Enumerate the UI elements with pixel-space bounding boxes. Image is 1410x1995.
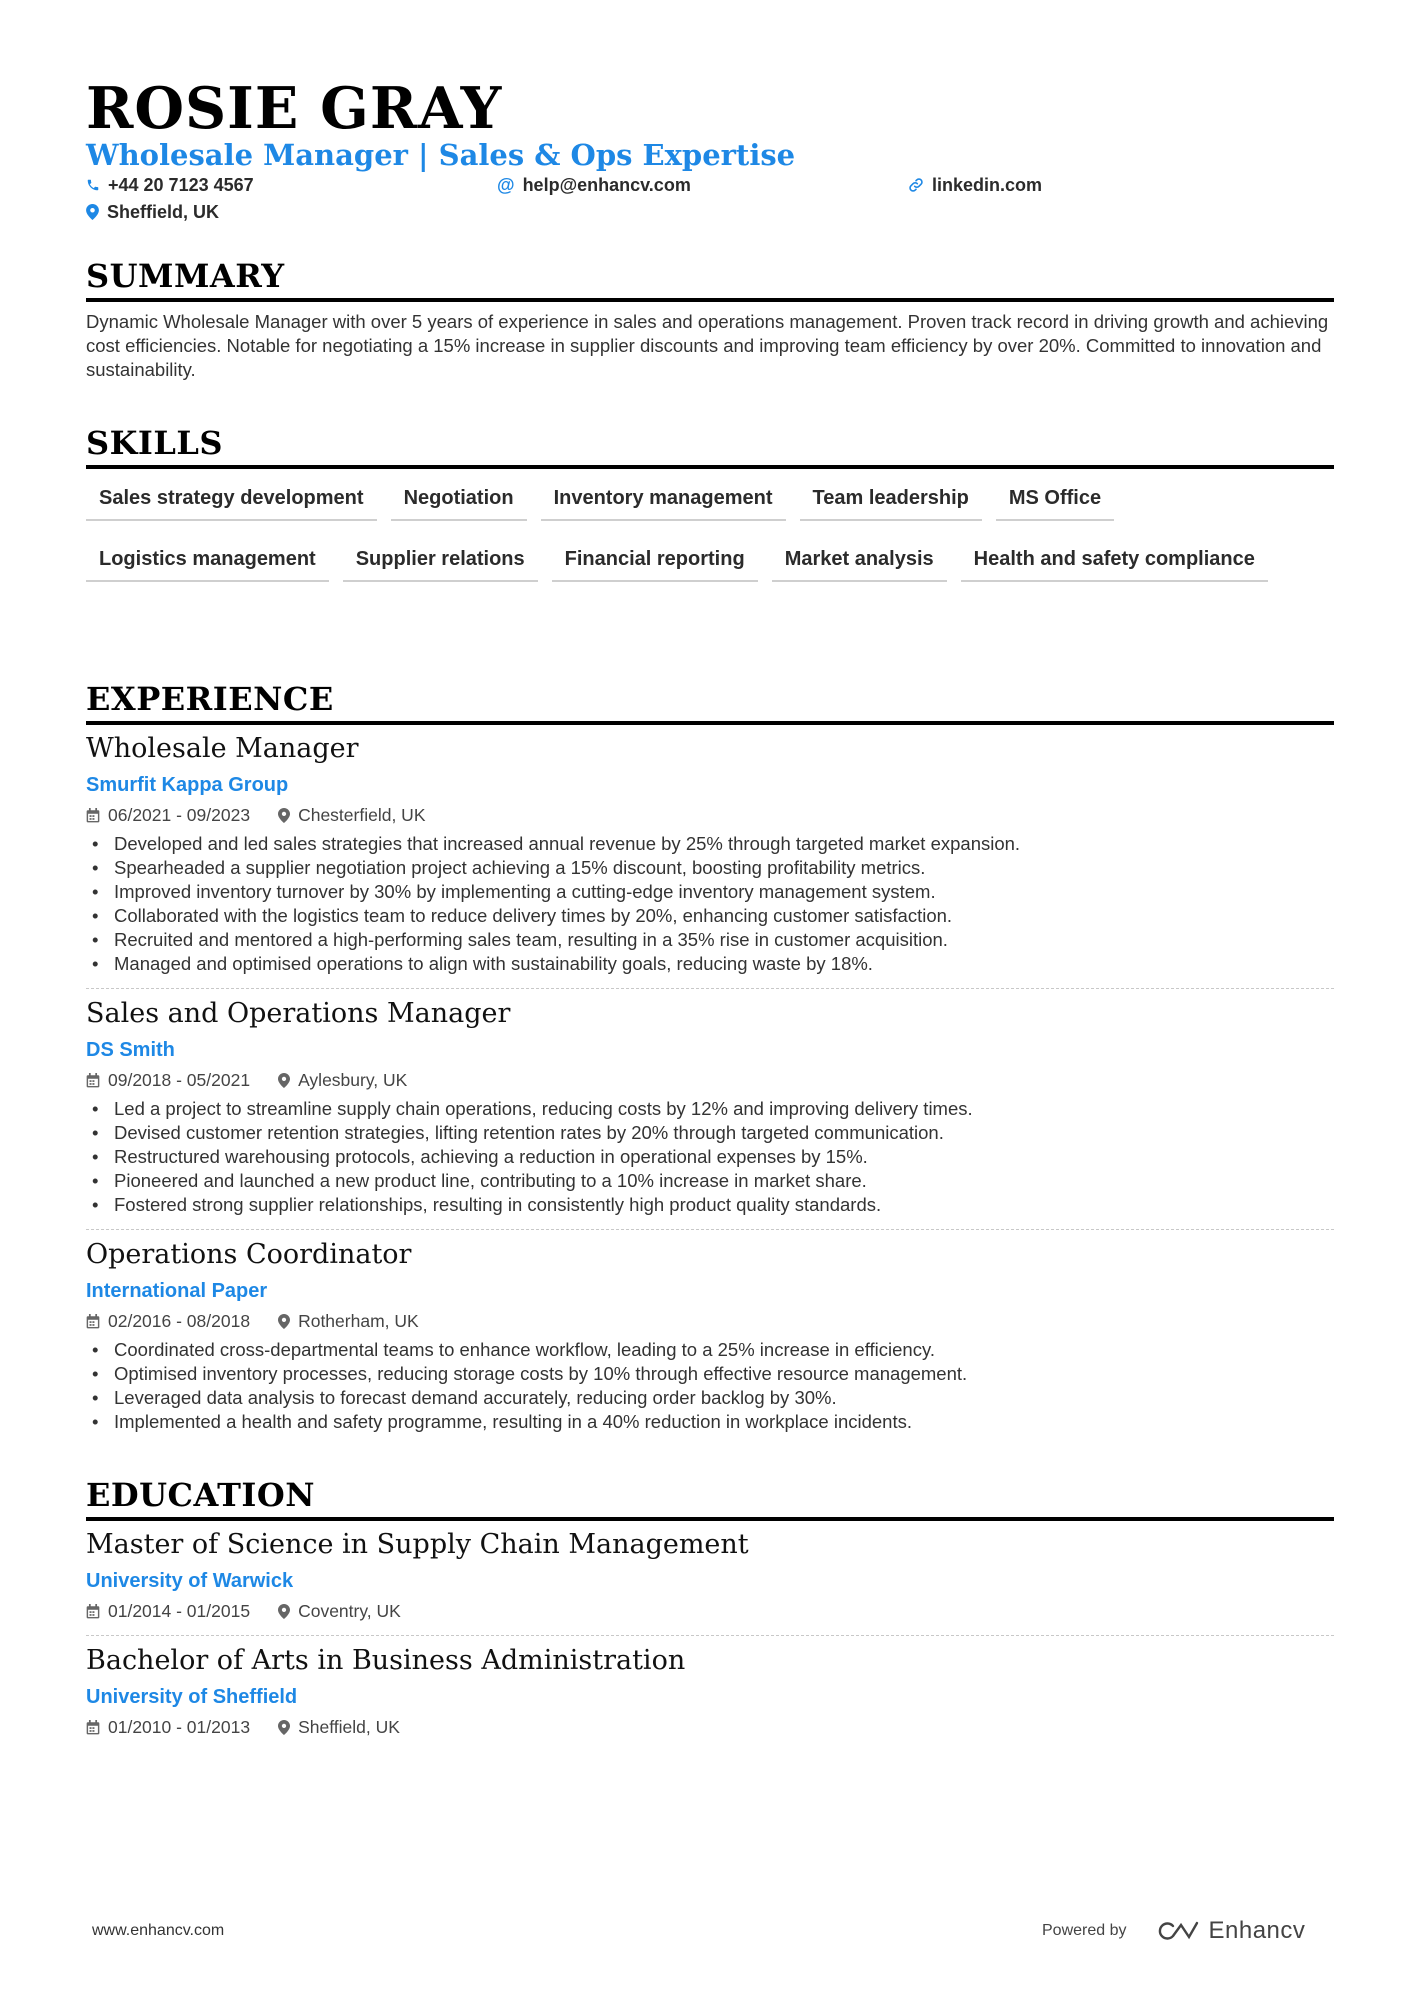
skill-tag: Sales strategy development — [86, 480, 377, 521]
bullet-item: • Collaborated with the logistics team to reduce delivery times by 20%, enhancing customer satisfaction. — [86, 904, 1334, 928]
education-location: Sheffield, UK — [298, 1717, 400, 1737]
education-meta — [86, 1716, 1334, 1738]
entry-divider — [86, 1635, 1334, 1636]
calendar-icon — [86, 808, 100, 823]
bullet-item: • Coordinated cross-departmental teams to enhance workflow, leading to a 25% increase in efficiency. — [86, 1338, 1334, 1362]
company-name[interactable]: Smurfit Kappa Group — [86, 774, 289, 796]
job-meta — [86, 1310, 1334, 1332]
bullet-item: • Optimised inventory processes, reducing storage costs by 10% through effective resource management. — [86, 1362, 1334, 1386]
skills-heading: SKILLS — [86, 423, 1334, 469]
job-meta — [86, 804, 1334, 826]
school-name[interactable]: University of Warwick — [86, 1570, 294, 1592]
footer-website[interactable]: www.enhancv.com — [92, 1922, 225, 1939]
phone-text: +44 20 7123 4567 — [108, 175, 254, 195]
link-icon — [908, 177, 924, 193]
bullet-item: • Pioneered and launched a new product line, contributing to a 10% increase in market share. — [86, 1169, 1334, 1193]
skill-tag: Market analysis — [772, 541, 947, 582]
job-title: Wholesale Manager — [86, 733, 359, 764]
location-pin-icon — [278, 1604, 290, 1619]
job-bullets — [86, 832, 1334, 976]
bullet-item: • Implemented a health and safety programme, resulting in a 40% reduction in workplace incidents. — [86, 1410, 1334, 1434]
contact-phone[interactable] — [86, 174, 254, 196]
job-title: Operations Coordinator — [86, 1239, 412, 1270]
job-location: Chesterfield, UK — [298, 805, 426, 825]
summary-heading: SUMMARY — [86, 256, 1334, 302]
job-bullets — [86, 1097, 1334, 1217]
job-title: Sales and Operations Manager — [86, 998, 511, 1029]
calendar-icon — [86, 1073, 100, 1088]
contact-email[interactable] — [497, 174, 691, 196]
brand-text: Enhancv — [1208, 1917, 1306, 1944]
calendar-icon — [86, 1604, 100, 1619]
powered-by — [1042, 1917, 1305, 1945]
skill-tag: Inventory management — [541, 480, 786, 521]
job-dates: 02/2016 - 08/2018 — [108, 1311, 251, 1331]
powered-by-label: Powered by — [1042, 1922, 1127, 1939]
job-entry — [86, 732, 1334, 976]
enhancv-logo[interactable] — [1153, 1917, 1306, 1945]
education-dates: 01/2014 - 01/2015 — [108, 1601, 251, 1621]
contact-linkedin[interactable] — [908, 174, 1042, 196]
skill-tag: Supplier relations — [343, 541, 538, 582]
bullet-item: • Restructured warehousing protocols, achieving a reduction in operational expenses by 15%. — [86, 1145, 1334, 1169]
degree-title: Master of Science in Supply Chain Management — [86, 1529, 749, 1560]
job-bullets — [86, 1338, 1334, 1434]
enhancv-logo-icon — [1153, 1919, 1199, 1943]
bullet-item: • Managed and optimised operations to align with sustainability goals, reducing waste by 18%. — [86, 952, 1334, 976]
contact-location — [86, 201, 219, 223]
calendar-icon — [86, 1720, 100, 1735]
education-dates: 01/2010 - 01/2013 — [108, 1717, 251, 1737]
skill-tag: Logistics management — [86, 541, 329, 582]
bullet-item: • Developed and led sales strategies that increased annual revenue by 25% through targeted market expansion. — [86, 832, 1334, 856]
bullet-item: • Led a project to streamline supply chain operations, reducing costs by 12% and improving delivery times. — [86, 1097, 1334, 1121]
skill-tag: Health and safety compliance — [961, 541, 1268, 582]
skill-tag: Financial reporting — [552, 541, 758, 582]
bullet-item: • Spearheaded a supplier negotiation project achieving a 15% discount, boosting profitability metrics. — [86, 856, 1334, 880]
calendar-icon — [86, 1314, 100, 1329]
job-meta — [86, 1069, 1334, 1091]
school-name[interactable]: University of Sheffield — [86, 1686, 298, 1708]
bullet-item: • Improved inventory turnover by 30% by implementing a cutting-edge inventory management system. — [86, 880, 1334, 904]
job-dates: 06/2021 - 09/2023 — [108, 805, 251, 825]
entry-divider — [86, 1229, 1334, 1230]
education-location: Coventry, UK — [298, 1601, 401, 1621]
education-entry — [86, 1644, 1334, 1738]
location-pin-icon — [278, 1720, 290, 1735]
company-name[interactable]: DS Smith — [86, 1039, 175, 1061]
summary-text: Dynamic Wholesale Manager with over 5 years of experience in sales and operations management. Proven track record in driving growth and achieving cost efficiencies. Notable for negotiating a 15% increase in supplier discounts and improving team efficiency by over 20%. Committed to innovation and sustainability. — [86, 311, 1329, 380]
skills-list — [86, 480, 1334, 582]
bullet-item: • Fostered strong supplier relationships, resulting in consistently high product quality standards. — [86, 1193, 1334, 1217]
location-text: Sheffield, UK — [107, 202, 220, 222]
education-entry — [86, 1528, 1334, 1622]
education-meta — [86, 1600, 1334, 1622]
entry-divider — [86, 988, 1334, 989]
location-pin-icon — [278, 808, 290, 823]
location-pin-icon — [278, 1073, 290, 1088]
location-pin-icon — [86, 204, 99, 220]
bullet-item: • Recruited and mentored a high-performing sales team, resulting in a 35% rise in customer acquisition. — [86, 928, 1334, 952]
bullet-item: • Devised customer retention strategies, lifting retention rates by 20% through targeted communication. — [86, 1121, 1334, 1145]
skill-tag: MS Office — [996, 480, 1114, 521]
job-entry — [86, 1238, 1334, 1434]
company-name[interactable]: International Paper — [86, 1280, 268, 1302]
job-dates: 09/2018 - 05/2021 — [108, 1070, 251, 1090]
skill-tag: Team leadership — [800, 480, 982, 521]
experience-heading: EXPERIENCE — [86, 679, 1334, 725]
at-icon: @ — [497, 175, 515, 195]
bullet-item: • Leveraged data analysis to forecast demand accurately, reducing order backlog by 30%. — [86, 1386, 1334, 1410]
job-location: Aylesbury, UK — [298, 1070, 408, 1090]
skill-tag: Negotiation — [391, 480, 527, 521]
candidate-headline: Wholesale Manager | Sales & Ops Expertise — [86, 138, 796, 172]
location-pin-icon — [278, 1314, 290, 1329]
candidate-name: ROSIE GRAY — [86, 75, 503, 142]
phone-icon — [86, 178, 100, 192]
linkedin-text: linkedin.com — [932, 175, 1043, 195]
education-heading: EDUCATION — [86, 1475, 1334, 1521]
degree-title: Bachelor of Arts in Business Administration — [86, 1645, 686, 1676]
job-entry — [86, 997, 1334, 1217]
job-location: Rotherham, UK — [298, 1311, 419, 1331]
email-text: help@enhancv.com — [522, 175, 691, 195]
